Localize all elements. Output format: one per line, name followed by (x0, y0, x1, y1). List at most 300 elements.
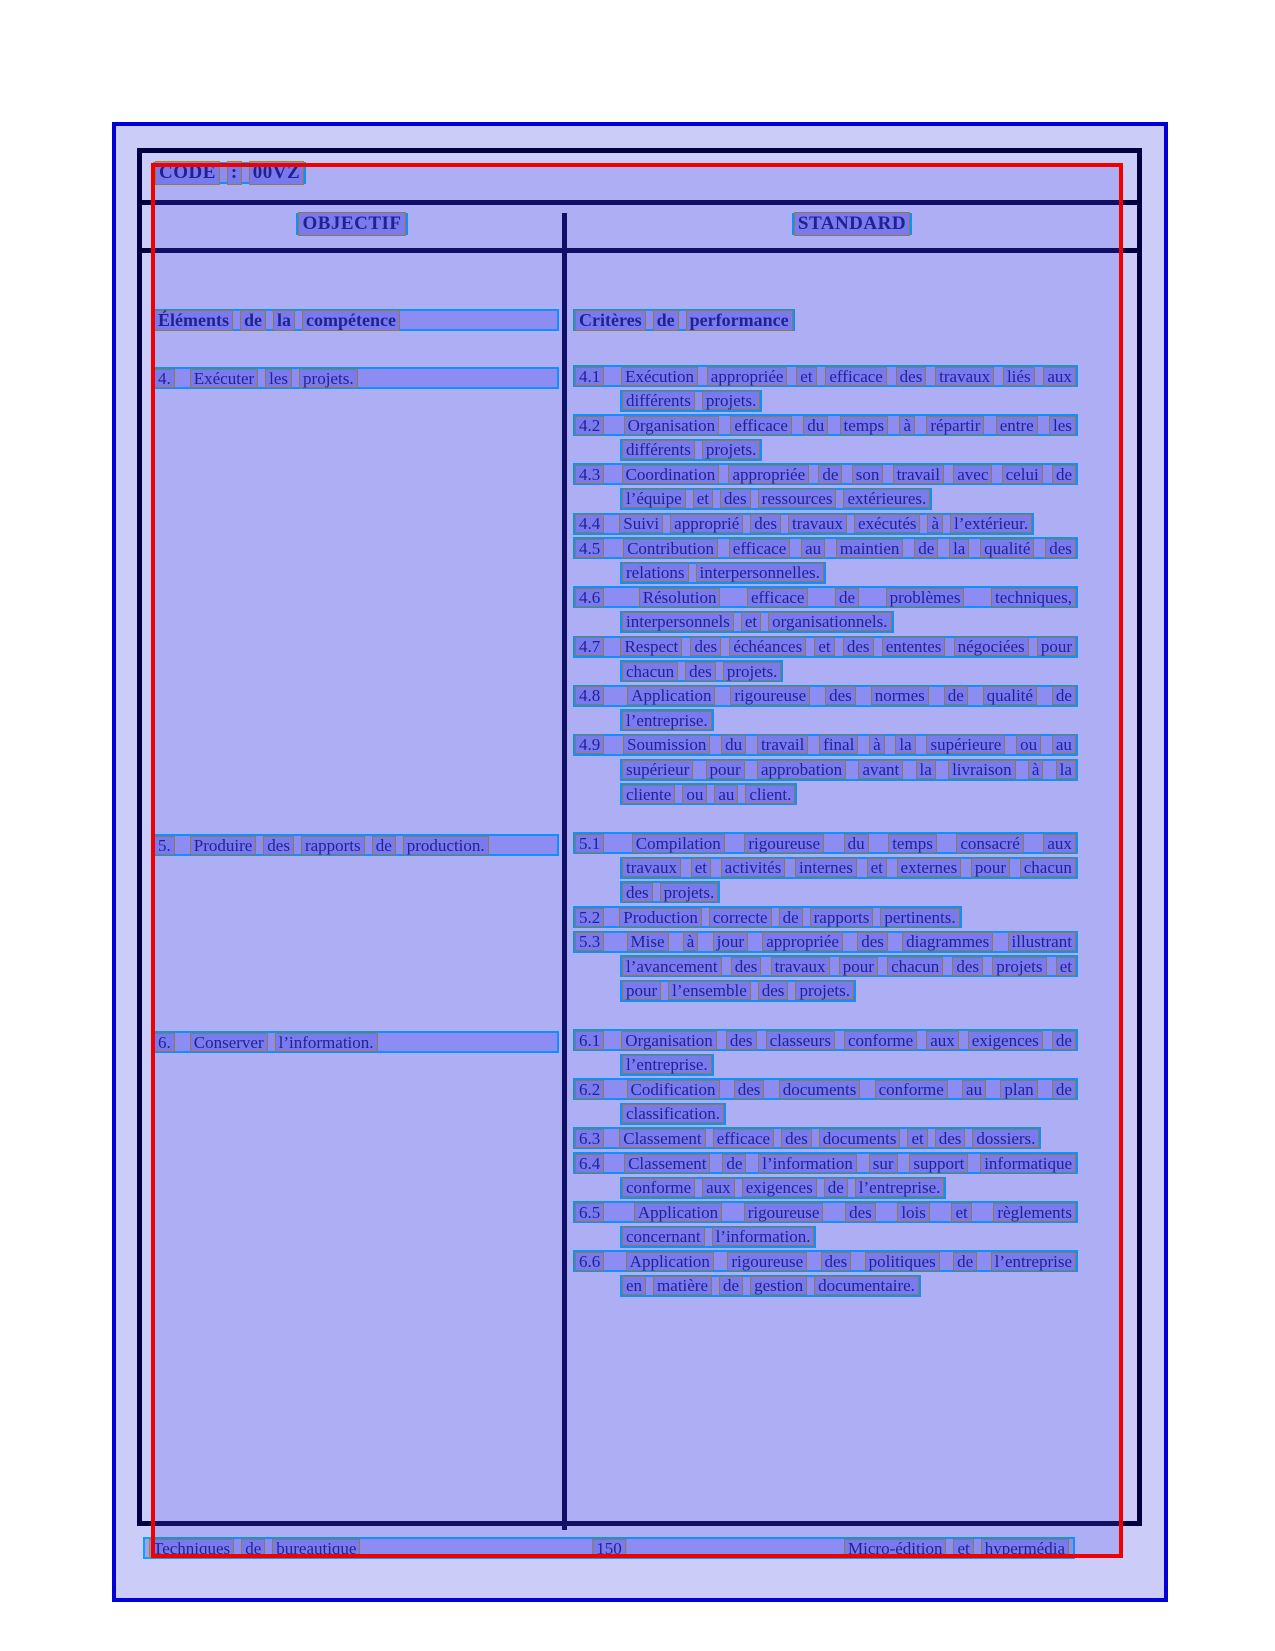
criterion-line (620, 1275, 921, 1297)
criterion-line (573, 1152, 1078, 1174)
word-box: et (951, 1203, 971, 1222)
word-box: du (844, 834, 869, 853)
word-box: internes (795, 858, 857, 877)
word-box: et (741, 612, 761, 631)
word-box: 6. (154, 1033, 175, 1052)
word-box: projets (992, 957, 1046, 976)
word-box: de (779, 908, 803, 927)
word-box: correcte (709, 908, 772, 927)
word-box: 5. (154, 836, 175, 855)
word-box: consacré (956, 834, 1023, 853)
word-box: et (814, 637, 834, 656)
word-box: Application (627, 686, 715, 705)
word-box: au (801, 539, 825, 558)
word-box: différents (622, 391, 695, 410)
word-box: à (927, 514, 943, 533)
word-box: des (1045, 539, 1076, 558)
column-header-row (142, 205, 1137, 253)
word-box: et (953, 1539, 973, 1558)
word-box: projets. (795, 981, 854, 1000)
word-box: des (731, 957, 762, 976)
element-item-line (152, 367, 559, 389)
word-box: travaux (771, 957, 830, 976)
word-box: des (685, 662, 716, 681)
word-box: 6.5 (575, 1203, 604, 1222)
element-item-line (152, 834, 559, 856)
word-box: documents (779, 1080, 861, 1099)
standard-line-box (792, 213, 912, 235)
word-box: Critères (575, 310, 646, 331)
word-box: projets. (660, 883, 719, 902)
footer-page-number (592, 1538, 626, 1558)
word-box: dossiers. (972, 1129, 1039, 1148)
word-box: Soumission (623, 735, 710, 754)
word-box: à (899, 416, 915, 435)
word-box: des (263, 836, 294, 855)
word-box: 6.6 (575, 1252, 604, 1271)
word-box: relations (622, 563, 689, 582)
word-box: négociées (954, 637, 1029, 656)
word-box: Respect (620, 637, 682, 656)
standard-header-cell (567, 213, 1137, 248)
word-box: ressources (758, 489, 837, 508)
criterion-line (573, 1029, 1078, 1051)
word-box: des (825, 686, 856, 705)
word-box: sur (869, 1154, 898, 1173)
word-box: chacun (1020, 858, 1076, 877)
word-box: interpersonnels (622, 612, 734, 631)
word-box: 6.1 (575, 1031, 604, 1050)
elements-column (142, 253, 567, 1530)
word-box: rigoureuse (730, 686, 810, 705)
word-box: l’avancement (622, 957, 722, 976)
word-box: jour (713, 932, 748, 951)
word-box: au (714, 785, 738, 804)
criterion-line (573, 636, 1078, 658)
word-box: 4.8 (575, 686, 604, 705)
word-box: 4.9 (575, 735, 604, 754)
word-box: Organisation (624, 416, 720, 435)
word-box: des (843, 637, 874, 656)
code-line-box (153, 162, 306, 184)
word-box: à (1028, 760, 1044, 779)
word-box: la (916, 760, 936, 779)
section-gap (567, 808, 1137, 833)
word-box: des (781, 1129, 812, 1148)
word-box: du (721, 735, 746, 754)
word-box: appropriée (728, 465, 809, 484)
word-box: Contribution (623, 539, 718, 558)
word-box: des (857, 932, 888, 951)
criterion-line (573, 537, 1078, 559)
word-box: la (895, 735, 915, 754)
word-box: exigences (968, 1031, 1043, 1050)
word-box: Résolution (639, 588, 721, 607)
word-box: Conserver (190, 1033, 268, 1052)
word-box: interpersonnelles. (696, 563, 824, 582)
criterion-line (573, 832, 1078, 854)
word-box: efficace (730, 416, 791, 435)
word-box: 4.5 (575, 539, 604, 558)
word-box: support (909, 1154, 968, 1173)
word-box: de (241, 1539, 265, 1558)
word-box: Exécuter (190, 369, 258, 388)
word-box: pour (839, 957, 878, 976)
word-box: exigences (742, 1178, 817, 1197)
word-box: de (824, 1178, 848, 1197)
word-box: pour (971, 858, 1010, 877)
word-box: celui (1002, 465, 1043, 484)
word-box: exécutés (854, 514, 921, 533)
word-box: Produire (190, 836, 257, 855)
word-box: Application (634, 1203, 722, 1222)
criterion-line (620, 390, 762, 412)
word-box: l’ensemble (668, 981, 751, 1000)
word-box: l’information. (275, 1033, 378, 1052)
word-box: au (1052, 735, 1076, 754)
word-box: supérieure (926, 735, 1005, 754)
word-box: la (1056, 760, 1076, 779)
word-box: la (273, 310, 295, 331)
word-box: Techniques (149, 1539, 234, 1558)
criterion-line (573, 365, 1078, 387)
word-box: 4.6 (575, 588, 604, 607)
word-box: des (720, 489, 751, 508)
word-box: et (907, 1129, 927, 1148)
competency-table (137, 148, 1142, 1526)
criterion-line (573, 414, 1078, 436)
word-box: 4.2 (575, 416, 604, 435)
criterion-line (573, 586, 1078, 608)
word-box: appropriée (707, 367, 788, 386)
word-box: l’entreprise. (622, 1055, 712, 1074)
word-box: informatique (980, 1154, 1076, 1173)
word-box: hypermédia (981, 1539, 1069, 1558)
word-box: Classement (624, 1154, 710, 1173)
word-box: de (372, 836, 396, 855)
word-box: de (653, 310, 679, 331)
criterion-line (620, 611, 894, 633)
word-box: appropriée (762, 932, 843, 951)
word-box: chacun (622, 662, 678, 681)
word-box: règlements (993, 1203, 1076, 1222)
criterion-line (573, 734, 1078, 756)
word-box: liés (1003, 367, 1035, 386)
word-box: documentaire. (814, 1276, 919, 1295)
word-box: ou (682, 785, 707, 804)
word-box: avec (953, 465, 992, 484)
word-box: classeurs (766, 1031, 835, 1050)
word-box: efficace (713, 1129, 774, 1148)
word-box: des (622, 883, 653, 902)
word-box: pertinents. (880, 908, 959, 927)
word-box: des (758, 981, 789, 1000)
word-box: 6.2 (575, 1080, 604, 1099)
word-box: et (867, 858, 887, 877)
criterion-line (620, 857, 1078, 879)
criterion-line (620, 955, 1078, 977)
word-box: ou (1016, 735, 1041, 754)
word-box: Production (619, 908, 702, 927)
word-box: au (962, 1080, 986, 1099)
word-box: problèmes (886, 588, 965, 607)
word-box: 4. (154, 369, 175, 388)
section-gap (567, 1004, 1137, 1029)
page-footer (143, 1537, 1075, 1559)
word-box: conforme (875, 1080, 948, 1099)
criterion-line (620, 980, 856, 1002)
word-box: 5.1 (575, 834, 604, 853)
word-box: des (896, 367, 927, 386)
criterion-line (620, 881, 720, 903)
word-box: travaux (788, 514, 847, 533)
word-box: CODE (155, 161, 220, 185)
word-box: temps (840, 416, 889, 435)
criterion-line (620, 1226, 816, 1248)
word-box: 6.3 (575, 1129, 604, 1148)
criterion-line (573, 1201, 1078, 1223)
word-box: techniques, (991, 588, 1076, 607)
footer-left-text (149, 1538, 360, 1558)
word-box: lois (897, 1203, 930, 1222)
word-box: gestion (750, 1276, 807, 1295)
word-box: la (949, 539, 969, 558)
word-box: de (722, 1154, 746, 1173)
criterion-line (620, 439, 762, 461)
word-box: Éléments (154, 310, 233, 331)
word-box: du (803, 416, 828, 435)
word-box: des (935, 1129, 966, 1148)
word-box: de (240, 310, 266, 331)
word-box: compétence (302, 310, 400, 331)
word-box: aux (1043, 367, 1076, 386)
content-row (142, 253, 1137, 1530)
word-box: Suivi (619, 514, 663, 533)
word-box: qualité (983, 686, 1037, 705)
word-box: conforme (622, 1178, 695, 1197)
criterion-line (620, 1054, 714, 1076)
word-box: de (719, 1276, 743, 1295)
word-box: projets. (723, 662, 782, 681)
word-box: Classement (619, 1129, 705, 1148)
word-box: l’entreprise. (855, 1178, 945, 1197)
word-box: 4.4 (575, 514, 604, 533)
criterion-line (573, 906, 962, 928)
word-box: : (227, 161, 242, 185)
word-box: différents (622, 440, 695, 459)
word-box: les (265, 369, 292, 388)
word-box: de (1052, 1080, 1076, 1099)
word-box: l’information (758, 1154, 857, 1173)
word-box: organisationnels. (768, 612, 891, 631)
word-box: de (914, 539, 938, 558)
criterion-line (620, 759, 1078, 781)
word-box: efficace (825, 367, 886, 386)
word-box: chacun (887, 957, 943, 976)
word-box: client. (745, 785, 795, 804)
word-box: et (693, 489, 713, 508)
footer-right-text (844, 1538, 1069, 1558)
word-box: rapports (810, 908, 874, 927)
criterion-line (620, 783, 797, 805)
word-box: 00VZ (249, 161, 304, 185)
word-box: en (622, 1276, 646, 1295)
word-box: de (1052, 1031, 1076, 1050)
criterion-line (620, 562, 826, 584)
word-box: des (821, 1252, 852, 1271)
word-box: de (835, 588, 859, 607)
word-box: classification. (622, 1104, 724, 1123)
word-box: illustrant (1008, 932, 1076, 951)
word-box: et (1056, 957, 1076, 976)
word-box: aux (926, 1031, 959, 1050)
word-box: 6.4 (575, 1154, 604, 1173)
word-box: supérieur (622, 760, 693, 779)
elements-heading (152, 309, 559, 331)
word-box: activités (721, 858, 786, 877)
word-box: projets. (702, 391, 761, 410)
word-box: travail (893, 465, 944, 484)
word-box: rigoureuse (727, 1252, 807, 1271)
criterion-line (573, 931, 1078, 953)
word-box: maintien (836, 539, 903, 558)
element-item-line (152, 1031, 559, 1053)
word-box: approbation (757, 760, 846, 779)
criterion-line (573, 1078, 1078, 1100)
word-box: des (734, 1080, 765, 1099)
word-box: Exécution (621, 367, 698, 386)
word-box: final (819, 735, 858, 754)
word-box: Mise (627, 932, 669, 951)
word-box: performance (686, 310, 793, 331)
word-box: avant (858, 760, 903, 779)
word-box: temps (888, 834, 937, 853)
criterion-line (573, 1250, 1078, 1272)
word-box: des (726, 1031, 757, 1050)
code-row (142, 162, 1137, 205)
word-box: pour (1037, 637, 1076, 656)
word-box: ententes (882, 637, 946, 656)
word-box: de (953, 1252, 977, 1271)
word-box: OBJECTIF (298, 212, 405, 236)
word-box: de (1052, 465, 1076, 484)
word-box: 5.3 (575, 932, 604, 951)
document-page (112, 122, 1168, 1602)
word-box: rigoureuse (744, 834, 824, 853)
word-box: plan (1000, 1080, 1037, 1099)
word-box: l’extérieur. (950, 514, 1032, 533)
word-box: et (796, 367, 816, 386)
word-box: Coordination (622, 465, 720, 484)
word-box: Compilation (632, 834, 725, 853)
word-box: et (691, 858, 711, 877)
criterion-line (573, 1127, 1041, 1149)
criterion-line (573, 513, 1034, 535)
word-box: pour (706, 760, 745, 779)
word-box: à (683, 932, 699, 951)
word-box: de (818, 465, 842, 484)
word-box: 5.2 (575, 908, 604, 927)
word-box: des (690, 637, 721, 656)
word-box: rigoureuse (744, 1203, 824, 1222)
word-box: travaux (935, 367, 994, 386)
word-box: l’information. (712, 1227, 815, 1246)
word-box: aux (1043, 834, 1076, 853)
word-box: l’entreprise. (622, 711, 712, 730)
word-box: des (952, 957, 983, 976)
word-box: cliente (622, 785, 675, 804)
word-box: efficace (747, 588, 808, 607)
word-box: entre (996, 416, 1038, 435)
word-box: l’entreprise (991, 1252, 1076, 1271)
word-box: Micro-édition (844, 1539, 946, 1558)
criterion-line (573, 685, 1078, 707)
objectif-header-cell (142, 213, 567, 248)
word-box: 4.1 (575, 367, 604, 386)
word-box: externes (897, 858, 962, 877)
word-box: 150 (592, 1539, 626, 1558)
word-box: Application (626, 1252, 714, 1271)
word-box: les (1049, 416, 1076, 435)
word-box: des (750, 514, 781, 533)
word-box: normes (871, 686, 929, 705)
word-box: concernant (622, 1227, 705, 1246)
word-box: 4.7 (575, 637, 604, 656)
word-box: travail (757, 735, 808, 754)
word-box: aux (702, 1178, 735, 1197)
word-box: répartir (926, 416, 984, 435)
word-box: efficace (729, 539, 790, 558)
word-box: l’équipe (622, 489, 686, 508)
word-box: Codification (627, 1080, 720, 1099)
word-box: documents (819, 1129, 901, 1148)
word-box: projets. (299, 369, 358, 388)
word-box: rapports (301, 836, 365, 855)
criterion-line (620, 1103, 726, 1125)
word-box: 4.3 (575, 465, 604, 484)
criterion-line (620, 1177, 946, 1199)
word-box: conforme (844, 1031, 917, 1050)
word-box: travaux (622, 858, 681, 877)
objectif-line-box (296, 213, 407, 235)
word-box: matière (653, 1276, 712, 1295)
word-box: des (845, 1203, 876, 1222)
word-box: approprié (670, 514, 743, 533)
word-box: à (869, 735, 885, 754)
word-box: projets. (702, 440, 761, 459)
word-box: son (852, 465, 884, 484)
word-box: diagrammes (902, 932, 993, 951)
word-box: de (1052, 686, 1076, 705)
word-box: qualité (980, 539, 1034, 558)
word-box: de (944, 686, 968, 705)
criteria-heading (573, 309, 795, 331)
word-box: production. (403, 836, 489, 855)
word-box: pour (622, 981, 661, 1000)
word-box: livraison (948, 760, 1016, 779)
word-box: politiques (865, 1252, 940, 1271)
criterion-line (620, 709, 714, 731)
word-box: STANDARD (794, 212, 910, 236)
word-box: Organisation (621, 1031, 717, 1050)
criterion-line (620, 660, 783, 682)
word-box: échéances (729, 637, 806, 656)
word-box: extérieures. (843, 489, 930, 508)
criterion-line (620, 488, 932, 510)
word-box: bureautique (272, 1539, 360, 1558)
criteria-column (567, 253, 1137, 1530)
criterion-line (573, 463, 1078, 485)
